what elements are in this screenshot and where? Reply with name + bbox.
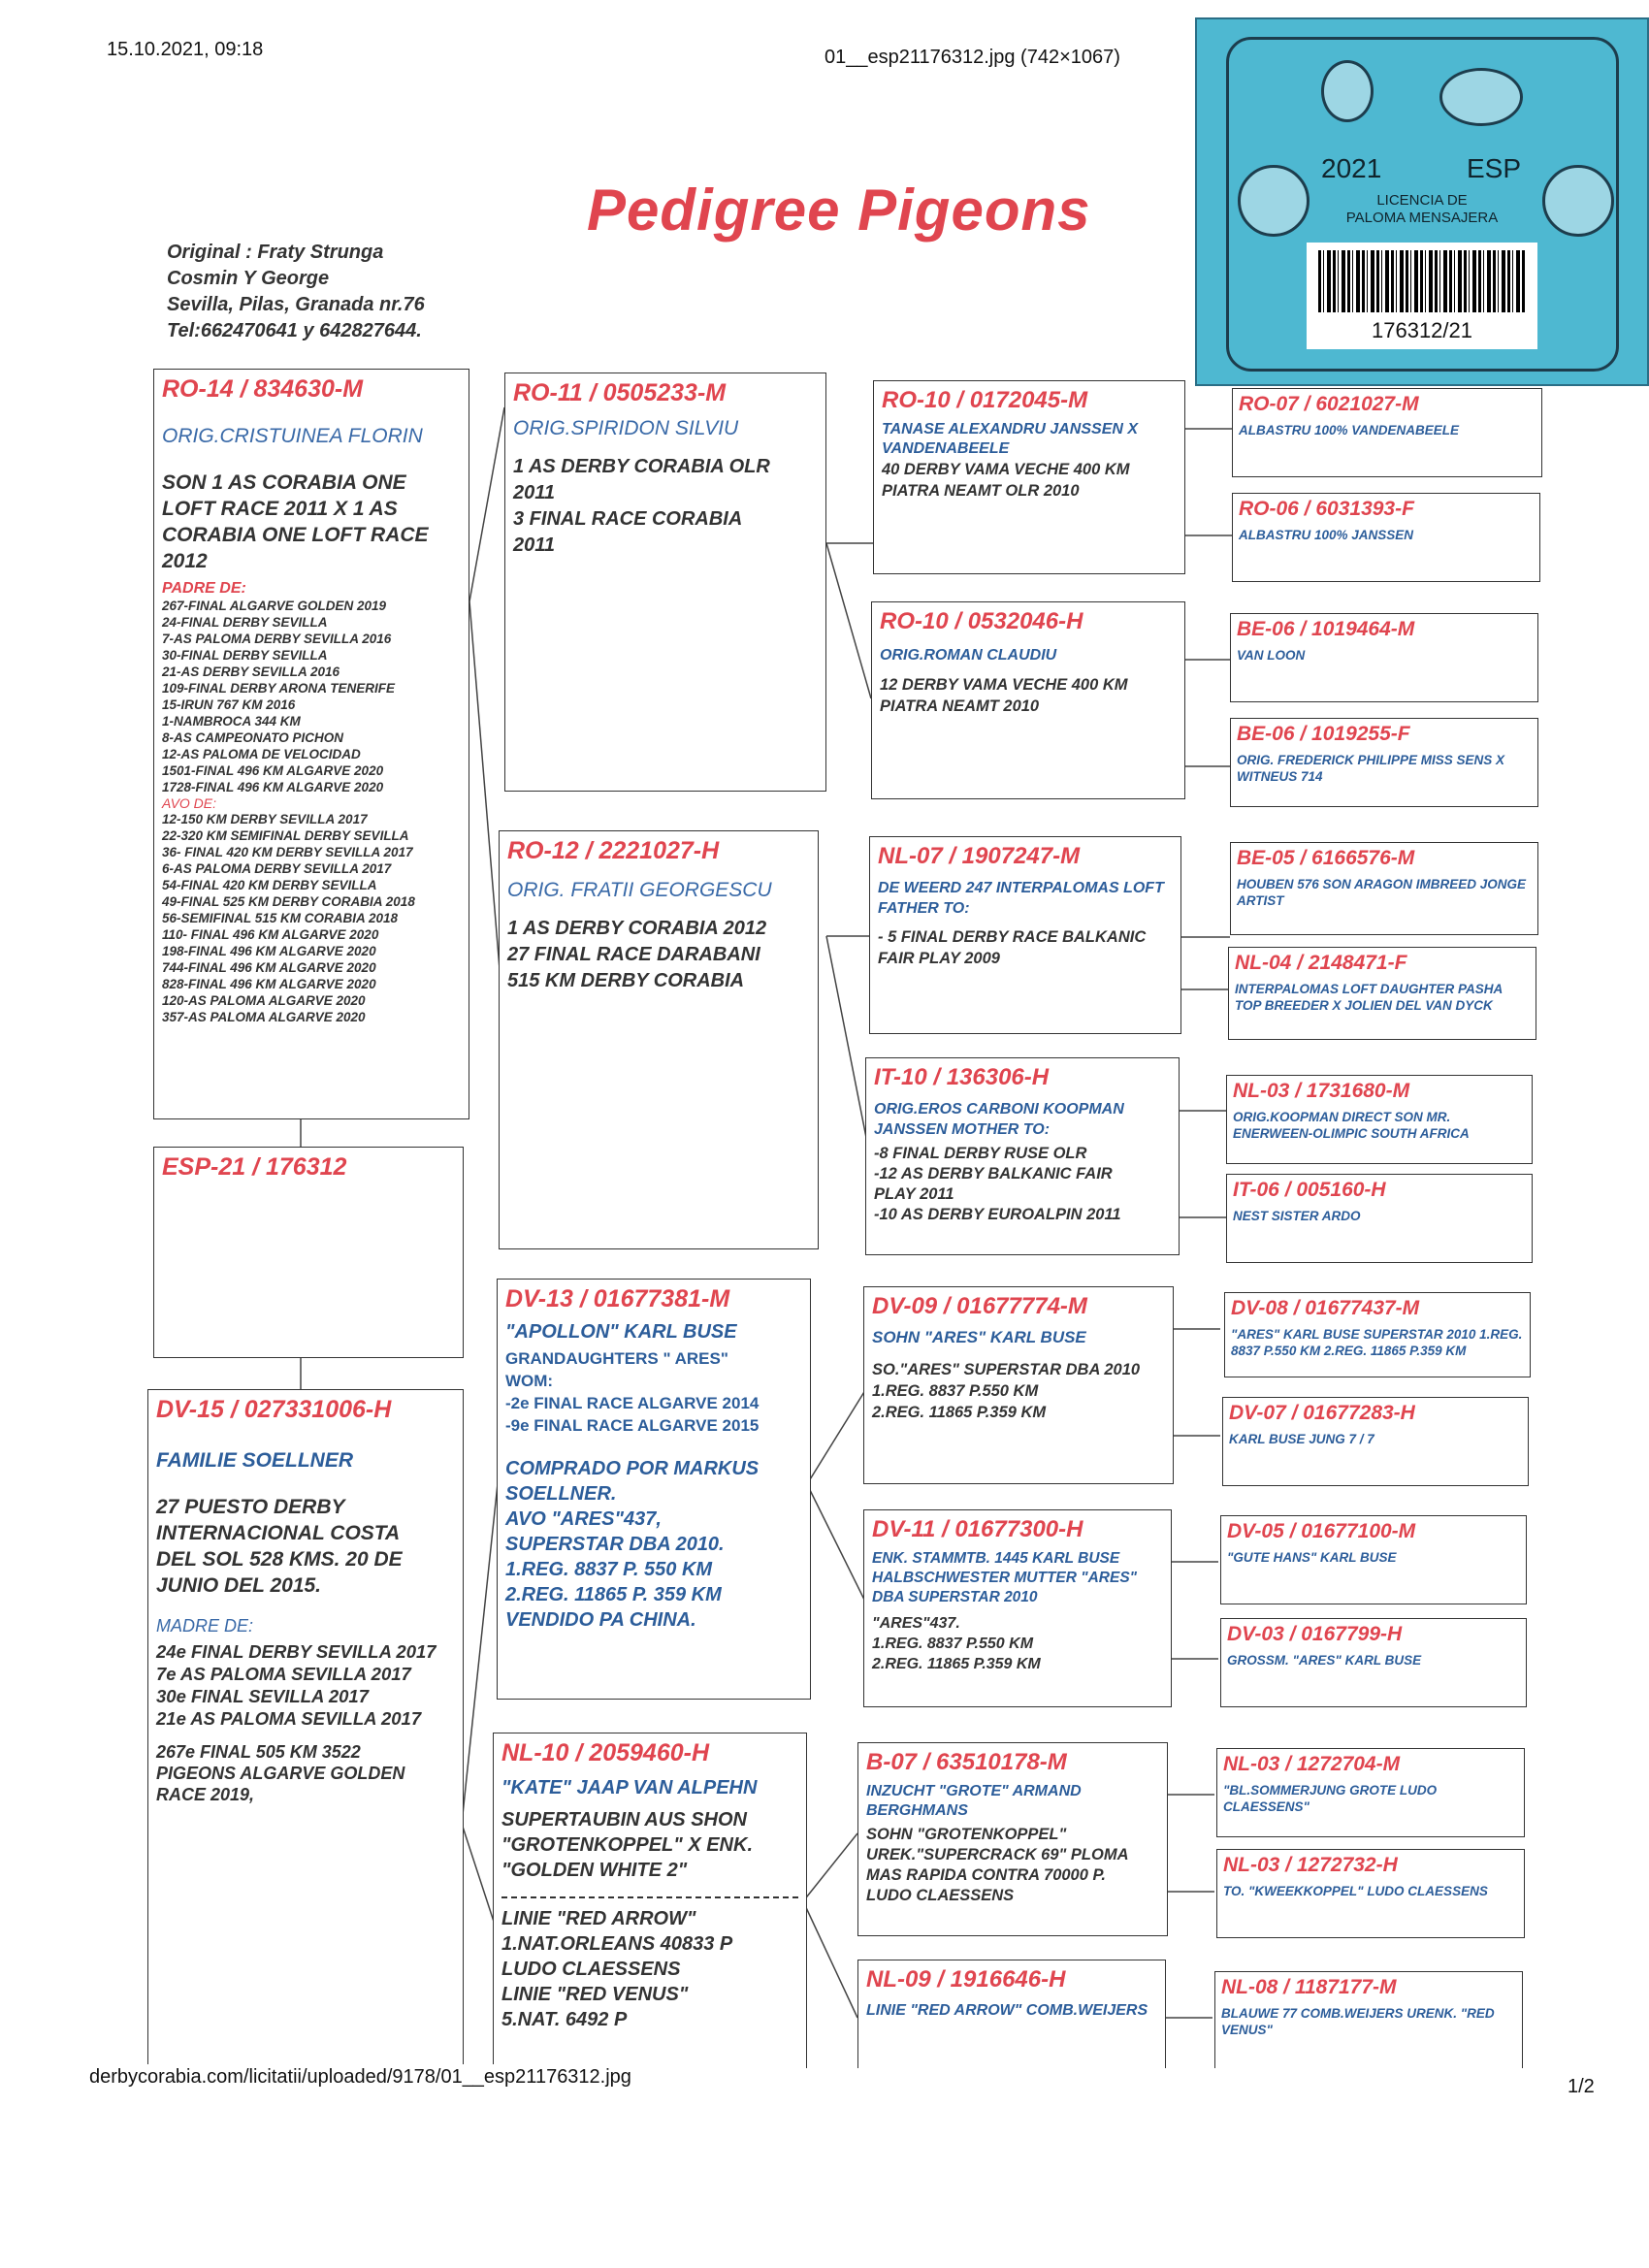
desc-line: JUNIO DEL 2015. (156, 1574, 322, 1597)
results (878, 926, 1173, 969)
avo-result-line: 56-SEMIFINAL 515 KM CORABIA 2018 (162, 911, 399, 925)
origin-label: KARL BUSE JUNG 7 / 7 (1229, 1432, 1374, 1446)
origin-label: INZUCHT "GROTE" ARMAND BERGHMANS (866, 1783, 1082, 1819)
avo-result-line: 744-FINAL 496 KM ALGARVE 2020 (162, 960, 376, 975)
gggp-card (1230, 613, 1538, 702)
padre-result-line: 30-FINAL DERBY SEVILLA (162, 648, 328, 663)
madre-results-list (156, 1640, 455, 1730)
origin-label: ORIG.ROMAN CLAUDIU (880, 647, 1057, 664)
gggp-card (1216, 1748, 1525, 1837)
result-line: 1 AS DERBY CORABIA OLR (513, 456, 770, 477)
grandsire-maternal-card (497, 1279, 811, 1700)
ring-number: IT-10 / 136306-H (874, 1064, 1050, 1090)
ggp-card-3 (869, 836, 1181, 1034)
avo-results-list (162, 811, 461, 1025)
origin-label: NEST SISTER ARDO (1233, 1209, 1361, 1223)
results (882, 459, 1177, 502)
ring-number: DV-05 / 01677100-M (1227, 1520, 1416, 1542)
notes (501, 1906, 798, 2032)
result-line: 30e FINAL SEVILLA 2017 (156, 1686, 370, 1706)
avo-result-line: 22-320 KM SEMIFINAL DERBY SEVILLA (162, 828, 409, 843)
result-line: PIATRA NEAMT 2010 (880, 697, 1040, 715)
note-line: COMPRADO POR MARKUS (505, 1458, 760, 1479)
origin-label: ORIG.EROS CARBONI KOOPMAN JANSSEN MOTHER TO: (874, 1101, 1124, 1138)
pigeon-globe-icon (1439, 68, 1523, 126)
note-line: AVO "ARES"437, (505, 1508, 662, 1530)
owner-line: Cosmin Y George (167, 268, 330, 289)
origin-label: FAMILIE SOELLNER (156, 1449, 354, 1472)
result-line: MAS RAPIDA CONTRA 70000 P. (866, 1866, 1106, 1884)
gggp-card (1228, 947, 1536, 1040)
ring-number: RO-12 / 2221027-H (507, 837, 720, 864)
license-seal-right-icon (1542, 165, 1614, 237)
federation-crest-icon (1321, 60, 1374, 122)
gggp-card (1226, 1174, 1533, 1263)
origin-label: ALBASTRU 100% JANSSEN (1239, 528, 1414, 542)
origin-label: ORIG.SPIRIDON SILVIU (513, 417, 739, 439)
padre-result-line: 267-FINAL ALGARVE GOLDEN 2019 (162, 599, 387, 613)
origin-label: ENK. STAMMTB. 1445 KARL BUSE HALBSCHWESTER MUTTER "ARES" DBA SUPERSTAR 2010 (872, 1550, 1138, 1605)
note-line: SOELLNER. (505, 1483, 617, 1505)
result-line: -12 AS DERBY BALKANIC FAIR (874, 1165, 1113, 1183)
barcode-number: 176312/21 (1372, 318, 1472, 342)
result-line: GRANDAUGHTERS " ARES" (505, 1349, 728, 1368)
result-line: PIATRA NEAMT OLR 2010 (882, 482, 1080, 500)
padre-result-line: 21-AS DERBY SEVILLA 2016 (162, 664, 340, 679)
result-line: 3 FINAL RACE CORABIA (513, 508, 743, 530)
result-line: -10 AS DERBY EUROALPIN 2011 (874, 1206, 1121, 1223)
result-line: -9e FINAL RACE ALGARVE 2015 (505, 1416, 760, 1435)
avo-result-line: 6-AS PALOMA DERBY SEVILLA 2017 (162, 861, 392, 876)
padre-result-line: 24-FINAL DERBY SEVILLA (162, 615, 328, 630)
dam-extra-results (156, 1741, 455, 1805)
result-line: 27 FINAL RACE DARABANI (507, 944, 760, 965)
note-line: LINIE "RED VENUS" (501, 1984, 689, 2005)
result-line: 21e AS PALOMA SEVILLA 2017 (156, 1708, 422, 1729)
madre-de-label: MADRE DE: (156, 1616, 254, 1636)
avo-result-line: 54-FINAL 420 KM DERBY SEVILLA (162, 878, 377, 892)
gggp-card (1224, 1292, 1531, 1377)
ring-number: DV-13 / 01677381-M (505, 1285, 730, 1312)
gggp-card (1230, 842, 1538, 935)
license-year: 2021 (1321, 153, 1382, 183)
source-url[interactable]: derbycorabia.com/licitatii/uploaded/9178/01__esp21176312.jpg (89, 2066, 631, 2088)
avo-de-label: AVO DE: (162, 795, 217, 811)
ring-number: NL-09 / 1916646-H (866, 1966, 1066, 1993)
origin-label: ORIG.CRISTUINEA FLORIN (162, 425, 423, 447)
note-line: 1.NAT.ORLEANS 40833 P (501, 1933, 733, 1955)
result-line: FAIR PLAY 2009 (878, 950, 1000, 967)
results (866, 1825, 1159, 1906)
ring-number: NL-03 / 1272732-H (1223, 1854, 1398, 1876)
ring-number: BE-06 / 1019255-F (1237, 723, 1410, 745)
ring-number: IT-06 / 005160-H (1233, 1179, 1386, 1201)
note-line: VENDIDO PA CHINA. (505, 1609, 696, 1631)
result-line: - 5 FINAL DERBY RACE BALKANIC (878, 928, 1147, 946)
desc-line: 27 PUESTO DERBY (156, 1496, 345, 1518)
desc-line: CORABIA ONE LOFT RACE (162, 524, 429, 546)
origin-label: VAN LOON (1237, 648, 1306, 663)
ggp-card-1 (873, 380, 1185, 574)
desc-line: SON 1 AS CORABIA ONE (162, 471, 406, 494)
origin-label: ORIG. FREDERICK PHILIPPE MISS SENS X WITNEUS 714 (1237, 753, 1505, 784)
result-line: UREK."SUPERCRACK 69" PLOMA (866, 1846, 1129, 1863)
license-country: ESP (1467, 153, 1522, 183)
origin-label: "GUTE HANS" KARL BUSE (1227, 1550, 1397, 1565)
sire-description (162, 470, 461, 574)
padre-result-line: 15-IRUN 767 KM 2016 (162, 697, 296, 712)
ring-number: NL-07 / 1907247-M (878, 843, 1081, 869)
origin-label: ORIG.KOOPMAN DIRECT SON MR. ENERWEEN-OLIMPIC SOUTH AFRICA (1233, 1110, 1470, 1141)
avo-result-line: 828-FINAL 496 KM ALGARVE 2020 (162, 977, 376, 991)
origin-label: INTERPALOMAS LOFT DAUGHTER PASHA TOP BREEDER X JOLIEN DEL VAN DYCK (1235, 982, 1503, 1013)
subject-card (153, 1147, 464, 1358)
padre-de-label: PADRE DE: (162, 580, 246, 597)
ring-number: B-07 / 63510178-M (866, 1749, 1067, 1775)
ring-number: RO-14 / 834630-M (162, 375, 364, 403)
ring-number: RO-10 / 0532046-H (880, 608, 1083, 634)
gggp-card (1220, 1618, 1527, 1707)
padre-result-line: 1501-FINAL 496 KM ALGARVE 2020 (162, 763, 384, 778)
ring-number: NL-03 / 1731680-M (1233, 1080, 1410, 1102)
padre-result-line: 109-FINAL DERBY ARONA TENERIFE (162, 681, 396, 696)
ggp-card-4 (865, 1057, 1180, 1255)
origin-label: ORIG. FRATII GEORGESCU (507, 879, 772, 901)
gggp-card (1232, 493, 1540, 582)
results (872, 1359, 1165, 1423)
padre-result-line: 12-AS PALOMA DE VELOCIDAD (162, 747, 361, 761)
result-line: 24e FINAL DERBY SEVILLA 2017 (156, 1641, 436, 1662)
license-seal-left-icon (1238, 165, 1310, 237)
result-line: 40 DERBY VAMA VECHE 400 KM (882, 461, 1130, 478)
gggp-card (1220, 1515, 1527, 1604)
result-line: LUDO CLAESSENS (866, 1887, 1015, 1904)
result-line: "GOLDEN WHITE 2" (501, 1860, 688, 1881)
granddam-maternal-card (493, 1733, 807, 2068)
result-line: SO."ARES" SUPERSTAR DBA 2010 (872, 1361, 1141, 1378)
avo-result-line: 357-AS PALOMA ALGARVE 2020 (162, 1010, 366, 1024)
ggp-card-5 (863, 1286, 1174, 1484)
note-line: 2.REG. 11865 P. 359 KM (505, 1584, 722, 1605)
origin-label: "BL.SOMMERJUNG GROTE LUDO CLAESSENS" (1223, 1783, 1438, 1814)
license-line-1: LICENCIA DE (1376, 192, 1468, 209)
results (501, 1807, 798, 1883)
padre-result-line: 1-NAMBROCA 344 KM (162, 714, 301, 729)
origin-label: LINIE "RED ARROW" COMB.WEIJERS (866, 2002, 1148, 2019)
owner-line: Tel:662470641 y 642827644. (167, 320, 422, 341)
note-line: 5.NAT. 6492 P (501, 2009, 628, 2030)
ggp-card-8 (857, 1960, 1166, 2068)
origin-label: "ARES" KARL BUSE SUPERSTAR 2010 1.REG. 8837 P.550 KM 2.REG. 11865 P.359 KM (1231, 1327, 1523, 1358)
note-line: SUPERSTAR DBA 2010. (505, 1534, 725, 1555)
result-line: RACE 2019, (156, 1785, 255, 1804)
result-line: "ARES"437. (872, 1615, 960, 1632)
ring-number: DV-07 / 01677283-H (1229, 1402, 1415, 1424)
results (505, 1347, 802, 1437)
avo-result-line: 198-FINAL 496 KM ALGARVE 2020 (162, 944, 376, 958)
origin-label: TO. "KWEEKKOPPEL" LUDO CLAESSENS (1223, 1884, 1488, 1898)
result-line: 2.REG. 11865 P.359 KM (872, 1404, 1047, 1421)
ring-number: NL-08 / 1187177-M (1221, 1976, 1397, 1998)
note-line: LUDO CLAESSENS (501, 1959, 681, 1980)
origin-label: GROSSM. "ARES" KARL BUSE (1227, 1653, 1422, 1668)
results (874, 1144, 1171, 1225)
ring-number: DV-11 / 01677300-H (872, 1516, 1083, 1542)
padre-result-line: 8-AS CAMPEONATO PICHON (162, 730, 344, 745)
notes (505, 1456, 802, 1633)
result-line: -2e FINAL RACE ALGARVE 2014 (505, 1394, 760, 1412)
result-line: 12 DERBY VAMA VECHE 400 KM (880, 676, 1128, 694)
barcode-bars (1318, 250, 1526, 312)
avo-result-line: 49-FINAL 525 KM DERBY CORABIA 2018 (162, 894, 415, 909)
ring-number: RO-06 / 6031393-F (1239, 498, 1414, 520)
granddam-paternal-card (499, 830, 819, 1249)
origin-label: ALBASTRU 100% VANDENABEELE (1239, 423, 1460, 437)
note-line: LINIE "RED ARROW" (501, 1908, 696, 1929)
avo-result-line: 36- FINAL 420 KM DERBY SEVILLA 2017 (162, 845, 413, 859)
origin-label: BLAUWE 77 COMB.WEIJERS URENK. "RED VENUS" (1221, 2006, 1495, 2037)
gggp-card (1216, 1849, 1525, 1938)
padre-result-line: 7-AS PALOMA DERBY SEVILLA 2016 (162, 632, 392, 646)
license-line-2: PALOMA MENSAJERA (1345, 210, 1499, 226)
image-file-title: 01__esp21176312.jpg (742×1067) (824, 47, 1120, 68)
gggp-card (1226, 1075, 1533, 1164)
result-line: 2011 (513, 482, 556, 503)
note-line: 1.REG. 8837 P. 550 KM (505, 1559, 713, 1580)
result-line: 2.REG. 11865 P.359 KM (872, 1656, 1041, 1672)
origin-label: "APOLLON" KARL BUSE (505, 1321, 737, 1343)
print-timestamp: 15.10.2021, 09:18 (107, 39, 264, 60)
results (872, 1613, 1163, 1674)
license-barcode (1307, 243, 1537, 349)
pigeon-license-card (1195, 17, 1649, 386)
avo-result-line: 110- FINAL 496 KM ALGARVE 2020 (162, 927, 379, 942)
dam-description (156, 1494, 455, 1599)
ring-number: DV-08 / 01677437-M (1231, 1297, 1420, 1319)
gggp-card (1230, 718, 1538, 807)
desc-line: INTERNACIONAL COSTA (156, 1522, 401, 1544)
desc-line: DEL SOL 528 KMS. 20 DE (156, 1548, 403, 1571)
gggp-card (1214, 1971, 1523, 2068)
origin-label: HOUBEN 576 SON ARAGON IMBREED JONGE ARTIST (1237, 877, 1527, 908)
result-line: "GROTENKOPPEL" X ENK. (501, 1834, 753, 1856)
subject-ring-number: ESP-21 / 176312 (162, 1153, 347, 1181)
result-line: 1 AS DERBY CORABIA 2012 (507, 918, 767, 939)
dam-card (147, 1389, 464, 2068)
results (513, 454, 818, 559)
result-line: 7e AS PALOMA SEVILLA 2017 (156, 1664, 411, 1684)
avo-result-line: 12-150 KM DERBY SEVILLA 2017 (162, 812, 368, 826)
divider (501, 1896, 798, 1898)
padre-result-line: 1728-FINAL 496 KM ALGARVE 2020 (162, 780, 384, 794)
ring-number: NL-04 / 2148471-F (1235, 952, 1407, 974)
ring-number: BE-05 / 6166576-M (1237, 847, 1415, 869)
gggp-card (1232, 388, 1542, 477)
result-line: SUPERTAUBIN AUS SHON (501, 1809, 747, 1831)
ring-number: NL-03 / 1272704-M (1223, 1753, 1401, 1775)
results (507, 916, 810, 994)
result-line: 2011 (513, 535, 556, 556)
page-title: Pedigree Pigeons (587, 178, 1091, 243)
ring-number: DV-09 / 01677774-M (872, 1293, 1087, 1319)
desc-line: 2012 (162, 550, 208, 572)
result-line: SOHN "GROTENKOPPEL" (866, 1826, 1067, 1843)
owner-line: Original : Fraty Strunga (167, 242, 384, 263)
result-line: 515 KM DERBY CORABIA (507, 970, 745, 991)
result-line: PIGEONS ALGARVE GOLDEN (156, 1764, 405, 1783)
result-line: 267e FINAL 505 KM 3522 (156, 1742, 361, 1762)
result-line: 1.REG. 8837 P.550 KM (872, 1382, 1039, 1400)
avo-result-line: 120-AS PALOMA ALGARVE 2020 (162, 993, 366, 1008)
desc-line: LOFT RACE 2011 X 1 AS (162, 498, 398, 520)
ggp-card-7 (857, 1742, 1168, 1936)
grandsire-paternal-card (504, 373, 826, 792)
origin-label: SOHN "ARES" KARL BUSE (872, 1328, 1086, 1346)
origin-label: TANASE ALEXANDRU JANSSEN X VANDENABEELE (882, 421, 1139, 457)
ring-number: RO-11 / 0505233-M (513, 379, 727, 406)
owner-line: Sevilla, Pilas, Granada nr.76 (167, 294, 425, 315)
padre-results-list (162, 598, 461, 795)
result-line: PLAY 2011 (874, 1185, 954, 1203)
origin-label: DE WEERD 247 INTERPALOMAS LOFT FATHER TO: (878, 880, 1164, 917)
gggp-card (1222, 1397, 1529, 1486)
ring-number: DV-03 / 0167799-H (1227, 1623, 1403, 1645)
ring-number: BE-06 / 1019464-M (1237, 618, 1415, 640)
ring-number: RO-10 / 0172045-M (882, 387, 1088, 413)
ring-number: DV-15 / 027331006-H (156, 1396, 392, 1423)
ring-number: NL-10 / 2059460-H (501, 1739, 710, 1766)
result-line: -8 FINAL DERBY RUSE OLR (874, 1145, 1087, 1162)
sire-card (153, 369, 469, 1119)
ggp-card-2 (871, 601, 1185, 799)
page-number: 1/2 (1568, 2076, 1595, 2097)
result-line: WOM: (505, 1372, 554, 1390)
result-line: 1.REG. 8837 P.550 KM (872, 1636, 1034, 1652)
origin-label: "KATE" JAAP VAN ALPEHN (501, 1777, 758, 1798)
ring-number: RO-07 / 6021027-M (1239, 393, 1419, 415)
ggp-card-6 (863, 1509, 1172, 1707)
results (880, 674, 1177, 717)
